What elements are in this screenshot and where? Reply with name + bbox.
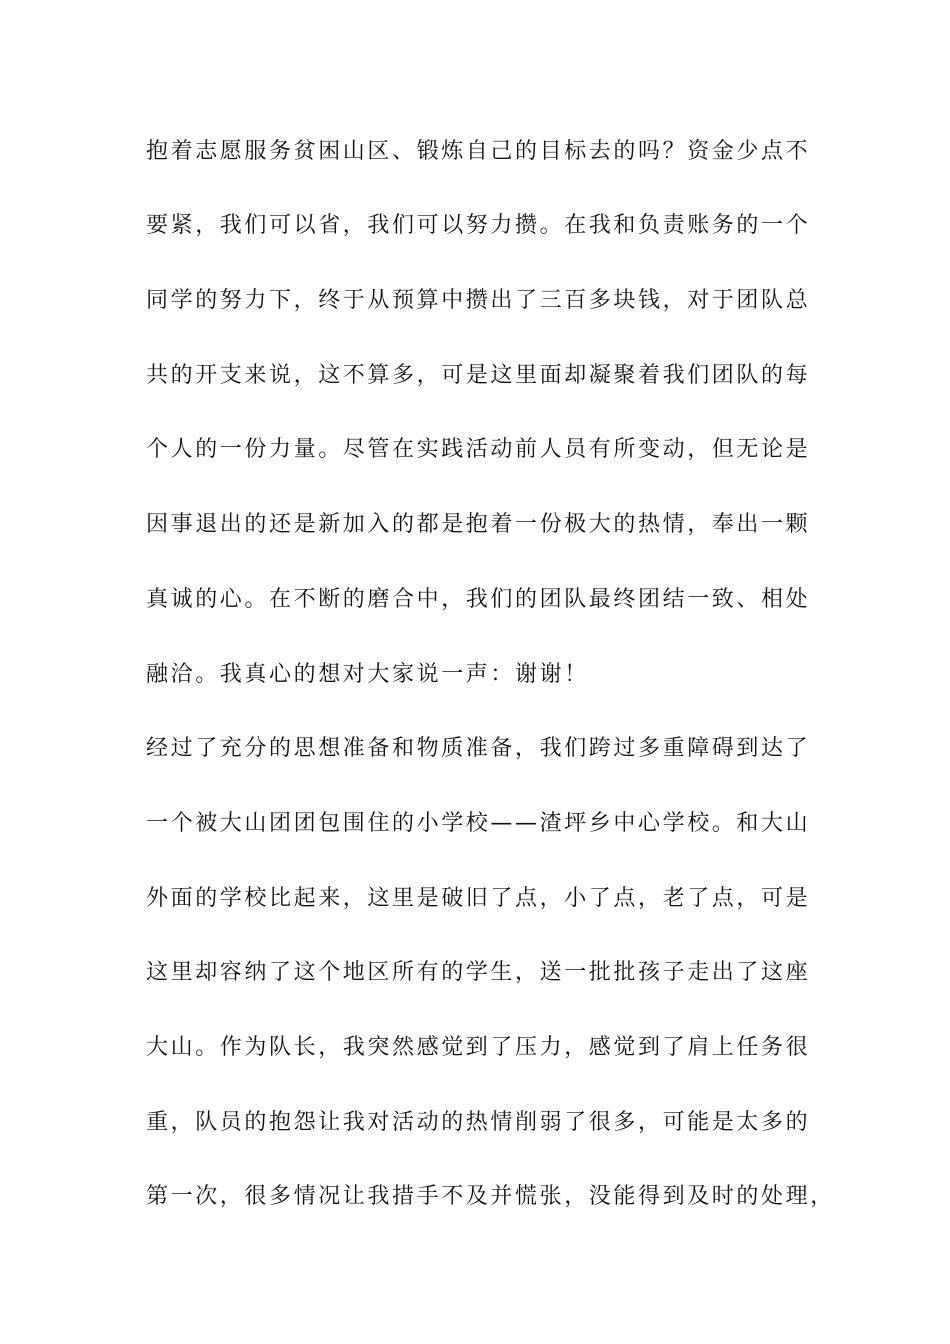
text-line: 同学的努力下，终于从预算中攒出了三百多块钱，对于团队总 — [146, 288, 811, 313]
text-line: 要紧，我们可以省，我们可以努力攒。在我和负责账务的一个 — [146, 213, 811, 238]
text-line: 这里却容纳了这个地区所有的学生，送一批批孩子走出了这座 — [146, 960, 811, 985]
text-line: 因事退出的还是新加入的都是抱着一份极大的热情，奉出一颗 — [146, 512, 811, 537]
text-line: 个人的一份力量。尽管在实践活动前人员有所变动，但无论是 — [146, 437, 811, 462]
text-line: 外面的学校比起来，这里是破旧了点，小了点，老了点，可是 — [146, 886, 811, 911]
text-line: 共的开支来说，这不算多，可是这里面却凝聚着我们团队的每 — [146, 363, 811, 388]
text-line: 融洽。我真心的想对大家说一声：谢谢！ — [146, 662, 589, 687]
text-line: 抱着志愿服务贫困山区、锻炼自己的目标去的吗？资金少点不 — [146, 139, 811, 164]
text-line: 第一次，很多情况让我措手不及并慌张，没能得到及时的处理， — [146, 1184, 835, 1209]
text-line: 一个被大山团团包围住的小学校——渣坪乡中心学校。和大山 — [146, 811, 811, 836]
text-line: 经过了充分的思想准备和物质准备，我们跨过多重障碍到达了 — [146, 736, 811, 761]
text-line: 重，队员的抱怨让我对活动的热情削弱了很多，可能是太多的 — [146, 1110, 811, 1135]
text-line: 真诚的心。在不断的磨合中，我们的团队最终团结一致、相处 — [146, 587, 811, 612]
text-line: 大山。作为队长，我突然感觉到了压力，感觉到了肩上任务很 — [146, 1035, 811, 1060]
